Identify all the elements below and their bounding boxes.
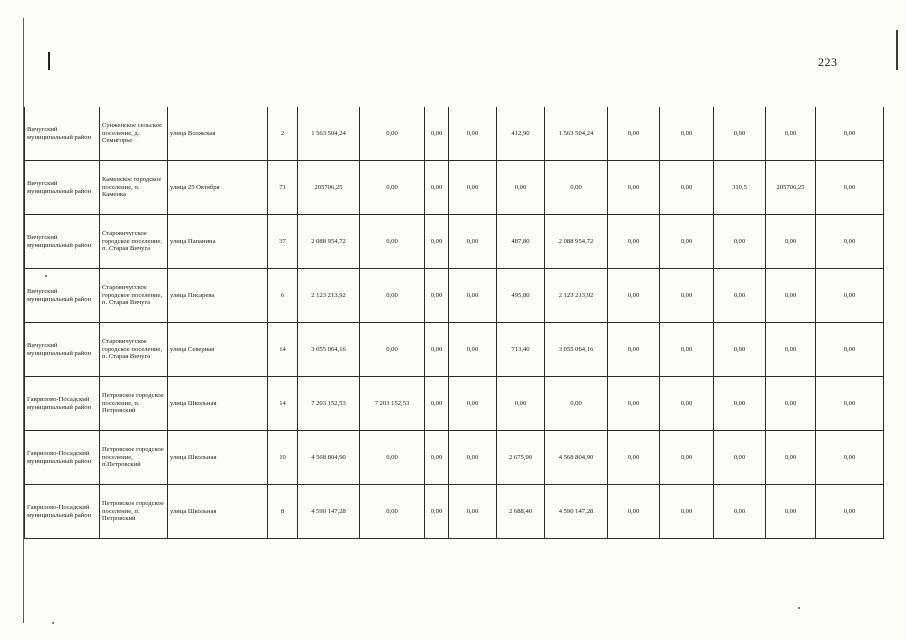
cell-col-6: 0,00 <box>360 323 425 377</box>
cell-col-13: 0,00 <box>714 431 766 485</box>
cell-col-13: 0,00 <box>714 269 766 323</box>
table-row <box>25 377 884 431</box>
cell-area: 495,80 <box>497 269 545 323</box>
cell-col-8: 0,00 <box>449 107 497 161</box>
cell-col-6: 0,00 <box>360 215 425 269</box>
cell-total: 7 203 152,53 <box>298 377 360 431</box>
cell-district: Вичугский муниципальный район <box>25 107 100 161</box>
cell-col-11: 0,00 <box>608 107 660 161</box>
cell-count: 71 <box>268 161 298 215</box>
cell-street: улица Папанина <box>168 215 268 269</box>
cell-count: 2 <box>268 107 298 161</box>
cell-col-15: 0,00 <box>816 431 884 485</box>
cell-col-10: 0,00 <box>545 377 608 431</box>
cell-col-14: 0,00 <box>766 269 816 323</box>
cell-count: 37 <box>268 215 298 269</box>
cell-col-8: 0,00 <box>449 323 497 377</box>
cell-area: 487,80 <box>497 215 545 269</box>
cell-col-7: 0,00 <box>425 377 449 431</box>
cell-col-6: 0,00 <box>360 161 425 215</box>
cell-area: 0,00 <box>497 377 545 431</box>
cell-total: 205706,25 <box>298 161 360 215</box>
cell-area: 412,90 <box>497 107 545 161</box>
scan-right-edge-mark <box>896 30 898 70</box>
cell-col-15: 0,00 <box>816 215 884 269</box>
cell-col-13: 0,00 <box>714 107 766 161</box>
cell-total: 3 055 064,16 <box>298 323 360 377</box>
cell-col-14: 205706,25 <box>766 161 816 215</box>
cell-col-13: 0,00 <box>714 215 766 269</box>
cell-settlement: Старовичугское городское поселение, п. Старая Вичуга <box>100 323 168 377</box>
cell-col-11: 0,00 <box>608 215 660 269</box>
cell-col-14: 0,00 <box>766 107 816 161</box>
cell-district: Гаврилово-Посадский муниципальный район <box>25 431 100 485</box>
cell-settlement: Старовичугское городское поселение, п. Старая Вичуга <box>100 269 168 323</box>
cell-col-12: 0,00 <box>660 161 714 215</box>
table-row <box>25 323 884 377</box>
cell-col-15: 0,00 <box>816 485 884 539</box>
cell-col-11: 0,00 <box>608 485 660 539</box>
cell-col-7: 0,00 <box>425 107 449 161</box>
cell-col-7: 0,00 <box>425 431 449 485</box>
cell-col-12: 0,00 <box>660 431 714 485</box>
cell-col-10: 0,00 <box>545 161 608 215</box>
cell-col-14: 0,00 <box>766 377 816 431</box>
cell-area: 2 688,40 <box>497 485 545 539</box>
cell-col-14: 0,00 <box>766 431 816 485</box>
cell-district: Вичугский муниципальный район <box>25 161 100 215</box>
table-row <box>25 485 884 539</box>
table-row <box>25 107 884 161</box>
scan-tick-mark <box>48 52 50 70</box>
cell-count: 8 <box>268 485 298 539</box>
cell-settlement: Старовичугское городское поселение, п. Старая Вичуга <box>100 215 168 269</box>
cell-col-13: 0,00 <box>714 485 766 539</box>
cell-col-15: 0,00 <box>816 269 884 323</box>
cell-district: Вичугский муниципальный район <box>25 323 100 377</box>
cell-col-8: 0,00 <box>449 431 497 485</box>
cell-street: улица Писарева <box>168 269 268 323</box>
scan-speck <box>798 607 800 609</box>
table-row <box>25 215 884 269</box>
cell-col-12: 0,00 <box>660 377 714 431</box>
cell-col-10: 4 590 147,28 <box>545 485 608 539</box>
cell-col-10: 4 568 804,90 <box>545 431 608 485</box>
cell-district: Вичугский муниципальный район <box>25 269 100 323</box>
cell-street: улица Волжская <box>168 107 268 161</box>
cell-col-8: 0,00 <box>449 485 497 539</box>
cell-settlement: Петровское городское поселение, п. Петровский <box>100 377 168 431</box>
cell-street: улица Школьная <box>168 431 268 485</box>
cell-col-8: 0,00 <box>449 215 497 269</box>
cell-count: 14 <box>268 377 298 431</box>
cell-col-7: 0,00 <box>425 215 449 269</box>
cell-street: улица Школьная <box>168 377 268 431</box>
cell-col-10: 2 123 213,92 <box>545 269 608 323</box>
cell-street: улица Северная <box>168 323 268 377</box>
cell-col-10: 2 088 954,72 <box>545 215 608 269</box>
cell-col-6: 0,00 <box>360 107 425 161</box>
cell-count: 14 <box>268 323 298 377</box>
cell-count: 6 <box>268 269 298 323</box>
cell-col-11: 0,00 <box>608 161 660 215</box>
cell-col-12: 0,00 <box>660 269 714 323</box>
cell-district: Гаврилово-Посадский муниципальный район <box>25 485 100 539</box>
cell-col-15: 0,00 <box>816 107 884 161</box>
cell-col-11: 0,00 <box>608 323 660 377</box>
cell-district: Гаврилово-Посадский муниципальный район <box>25 377 100 431</box>
cell-street: улица Школьная <box>168 485 268 539</box>
cell-total: 2 088 954,72 <box>298 215 360 269</box>
cell-col-7: 0,00 <box>425 485 449 539</box>
cell-col-7: 0,00 <box>425 323 449 377</box>
page-number: 223 <box>818 55 838 69</box>
cell-col-10: 3 055 064,16 <box>545 323 608 377</box>
cell-area: 2 675,90 <box>497 431 545 485</box>
cell-settlement: Петровское городское поселение, п. Петровский <box>100 485 168 539</box>
housing-data-table <box>24 107 884 539</box>
cell-col-14: 0,00 <box>766 485 816 539</box>
table-body <box>25 107 884 539</box>
cell-settlement: Сунженское сельское поселение, д. Семигорье <box>100 107 168 161</box>
cell-col-7: 0,00 <box>425 269 449 323</box>
cell-col-6: 0,00 <box>360 269 425 323</box>
cell-col-15: 0,00 <box>816 323 884 377</box>
cell-col-12: 0,00 <box>660 485 714 539</box>
cell-col-13: 310,5 <box>714 161 766 215</box>
cell-settlement: Петровское городское поселение, п.Петровский <box>100 431 168 485</box>
cell-col-12: 0,00 <box>660 107 714 161</box>
scan-speck <box>52 622 54 624</box>
cell-area: 0,00 <box>497 161 545 215</box>
cell-total: 2 123 213,92 <box>298 269 360 323</box>
cell-col-6: 7 203 152,53 <box>360 377 425 431</box>
cell-col-11: 0,00 <box>608 377 660 431</box>
cell-area: 713,40 <box>497 323 545 377</box>
cell-settlement: Каменское городское поселение, п. Каменка <box>100 161 168 215</box>
cell-col-13: 0,00 <box>714 323 766 377</box>
cell-col-8: 0,00 <box>449 377 497 431</box>
cell-col-13: 0,00 <box>714 377 766 431</box>
cell-col-10: 1 563 504,24 <box>545 107 608 161</box>
cell-col-6: 0,00 <box>360 431 425 485</box>
cell-col-15: 0,00 <box>816 161 884 215</box>
cell-col-12: 0,00 <box>660 323 714 377</box>
table-row <box>25 269 884 323</box>
cell-district: Вичугский муниципальный район <box>25 215 100 269</box>
cell-count: 10 <box>268 431 298 485</box>
cell-col-11: 0,00 <box>608 431 660 485</box>
cell-col-15: 0,00 <box>816 377 884 431</box>
cell-col-14: 0,00 <box>766 215 816 269</box>
cell-street: улица 25 Октября <box>168 161 268 215</box>
cell-col-11: 0,00 <box>608 269 660 323</box>
table-row <box>25 431 884 485</box>
cell-col-8: 0,00 <box>449 269 497 323</box>
cell-total: 4 590 147,28 <box>298 485 360 539</box>
cell-col-12: 0,00 <box>660 215 714 269</box>
cell-col-6: 0,00 <box>360 485 425 539</box>
cell-total: 1 563 504,24 <box>298 107 360 161</box>
table-row <box>25 161 884 215</box>
cell-total: 4 568 804,90 <box>298 431 360 485</box>
cell-col-14: 0,00 <box>766 323 816 377</box>
cell-col-7: 0,00 <box>425 161 449 215</box>
cell-col-8: 0,00 <box>449 161 497 215</box>
